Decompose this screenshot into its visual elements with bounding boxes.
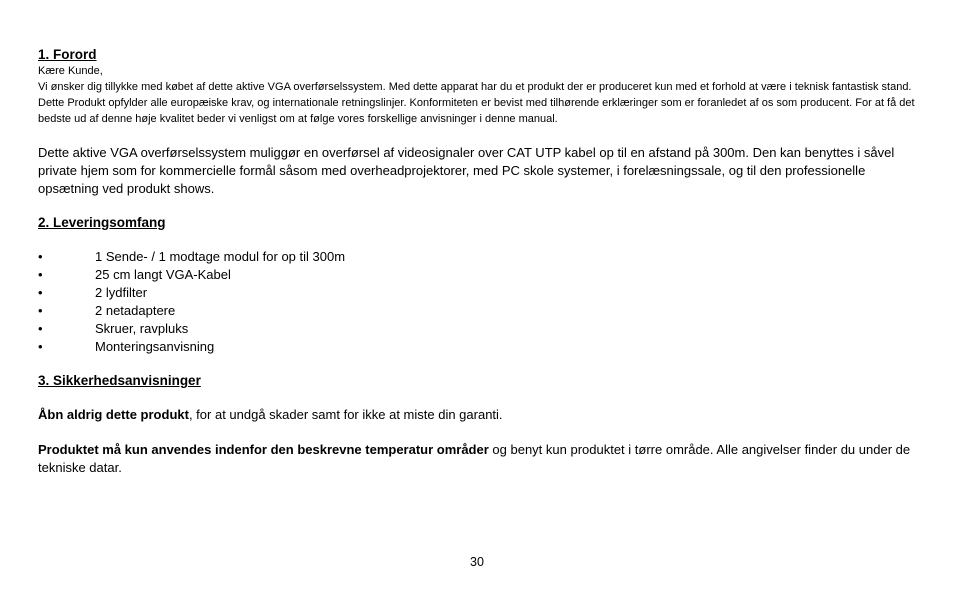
- safety-warning-2-bold: Produktet må kun anvendes indenfor den beskrevne temperatur områder: [38, 442, 489, 457]
- safety-warning-2: [38, 441, 918, 477]
- safety-warning-1-bold: Åbn aldrig dette produkt: [38, 407, 189, 422]
- list-item-text: 2 lydfilter: [95, 285, 148, 300]
- bullet-icon: •: [38, 321, 43, 336]
- list-item: [38, 248, 918, 266]
- list-item: [38, 266, 918, 284]
- list-item: [38, 338, 918, 356]
- bullet-icon: •: [38, 339, 43, 354]
- list-item: [38, 320, 918, 338]
- safety-warning-2-text: og benyt kun produktet i tørre område. Alle angivelser finder du under de tekniske datar.: [38, 442, 911, 475]
- delivery-list: [38, 248, 918, 356]
- bullet-icon: •: [38, 303, 43, 318]
- section-heading-sikkerhed: 3. Sikkerhedsanvisninger: [38, 373, 201, 388]
- intro-paragraph: Vi ønsker dig tillykke med købet af dette aktive VGA overførselssystem. Med dette apparat har du et produkt der er produceret kun med et forhold at være i teknisk fantastisk stand. Dette Produkt opfylder alle europæiske krav, og internationale retningslinjer. Konformiteten er bevist med tilhørende erklæringer som er foranledet af os som producent. For at få det bedste ud af denne høje kvalitet beder vi venligst om at følge vores forskellige anvisninger i denne manual.: [38, 81, 915, 125]
- bullet-icon: •: [38, 249, 43, 264]
- list-item-text: 1 Sende- / 1 modtage modul for op til 300m: [95, 249, 346, 264]
- section-heading-forord: 1. Forord: [38, 47, 97, 62]
- greeting-text: Kære Kunde,: [38, 65, 103, 77]
- list-item: [38, 302, 918, 320]
- list-item-text: Skruer, ravpluks: [95, 321, 189, 336]
- document-page: [38, 46, 918, 477]
- safety-warning-1: [38, 406, 918, 424]
- list-item-text: 25 cm langt VGA-Kabel: [95, 267, 231, 282]
- bullet-icon: •: [38, 285, 43, 300]
- list-item: [38, 284, 918, 302]
- list-item-text: Monteringsanvisning: [95, 339, 215, 354]
- list-item-text: 2 netadaptere: [95, 303, 176, 318]
- safety-warning-1-text: , for at undgå skader samt for ikke at miste din garanti.: [188, 407, 503, 422]
- section-heading-leveringsomfang: 2. Leveringsomfang: [38, 215, 166, 230]
- description-paragraph: Dette aktive VGA overførselssystem muliggør en overførsel af videosignaler over CAT UTP kabel op til en afstand på 300m. Den kan benyttes i såvel private hjem som for kommercielle formål såsom med overheadprojektorer, med PC skole systemer, i forelæsningssale, og til den professionelle opsætning ved produkt shows.: [38, 145, 895, 196]
- bullet-icon: •: [38, 267, 43, 282]
- page-number: 30: [470, 555, 484, 569]
